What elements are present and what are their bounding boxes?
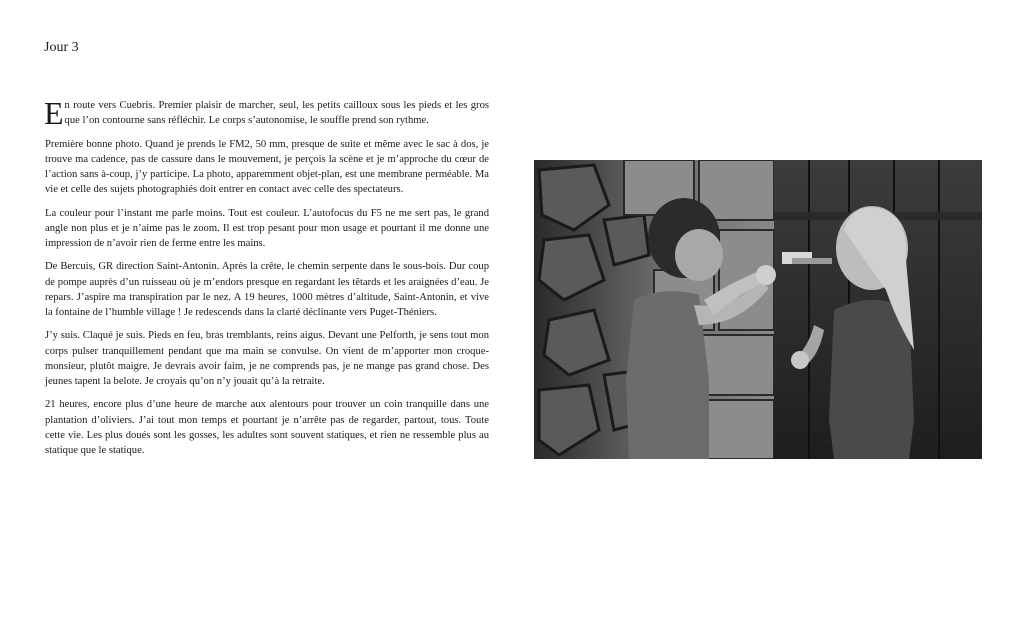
paragraph-6: 21 heures, encore plus d’une heure de marche aux alentours pour trouver un coin tranquille dans une plantation d’oliviers. J’ai tout mon temps et pourtant je n’arrête pas de regarder, partout, tous. Toute cette vie. Les plus doués sont les gosses, les adultes sont souvent statiques, et rien ne ressemble plus au statique que le statique. <box>45 399 489 456</box>
paragraph-3: La couleur pour l’instant me parle moins. Tout est couleur. L’autofocus du F5 ne me sert pas, le grand angle non plus et je n’aime pas le zoom. Il est trop pesant pour mon usage et pourtant il me donne une impression de n’avoir rien de ferme entre les mains. <box>45 207 489 249</box>
photo-children-at-door <box>534 160 982 459</box>
body-text <box>44 95 489 466</box>
drop-cap: E <box>44 95 64 131</box>
paragraph-4: De Bercuis, GR direction Saint-Antonin. Après la crête, le chemin serpente dans le sous-bois. Dur coup de pompe auprès d’un ruisseau où je m’endors presque en regardant les têtards et les araignées d’eau. Je repars. J’aspire ma transpiration par le nez. A 19 heures, 1000 mètres d’altitude, Saint-Antonin, et vive la fontaine de l’humble village ! Je redescends dans la clarté déclinante vers Puget-Théniers. <box>45 261 489 318</box>
paragraph-2: Première bonne photo. Quand je prends le FM2, 50 mm, presque de suite et même avec le sac à dos, je trouve ma cadence, pas de cassure dans le mouvement, je perçois la scène et je m’approche du cœur de l’action sans à-coup, j’y participe. La photo, apparemment objet-plan, est une membrane perméable. Ma vie et celle des sujets photographiés doit entrer en contact avec celle des spectateurs. <box>45 138 489 196</box>
page-title: Jour 3 <box>44 40 79 55</box>
paragraph-5: J’y suis. Claqué je suis. Pieds en feu, bras tremblants, reins aigus. Devant une Pelforth, je sens tout mon corps pulser tranquillement pendant que ma main se convulse. On vient de m’apporter mon croque-monsieur, plutôt maigre. Je devrais avoir faim, je ne comprends pas, je ne mange pas grand chose. Des jeunes tapent la belote. Je croyais qu’on n’y jouait qu’à la retraite. <box>45 330 489 387</box>
paragraph-1-text: n route vers Cuebris. Premier plaisir de marcher, seul, les petits cailloux sous les pieds et les gros que l’on contourne sans réfléchir. Le corps s’autonomise, le souffle prend son rythme. <box>64 100 489 127</box>
paragraph-1 <box>44 95 489 131</box>
